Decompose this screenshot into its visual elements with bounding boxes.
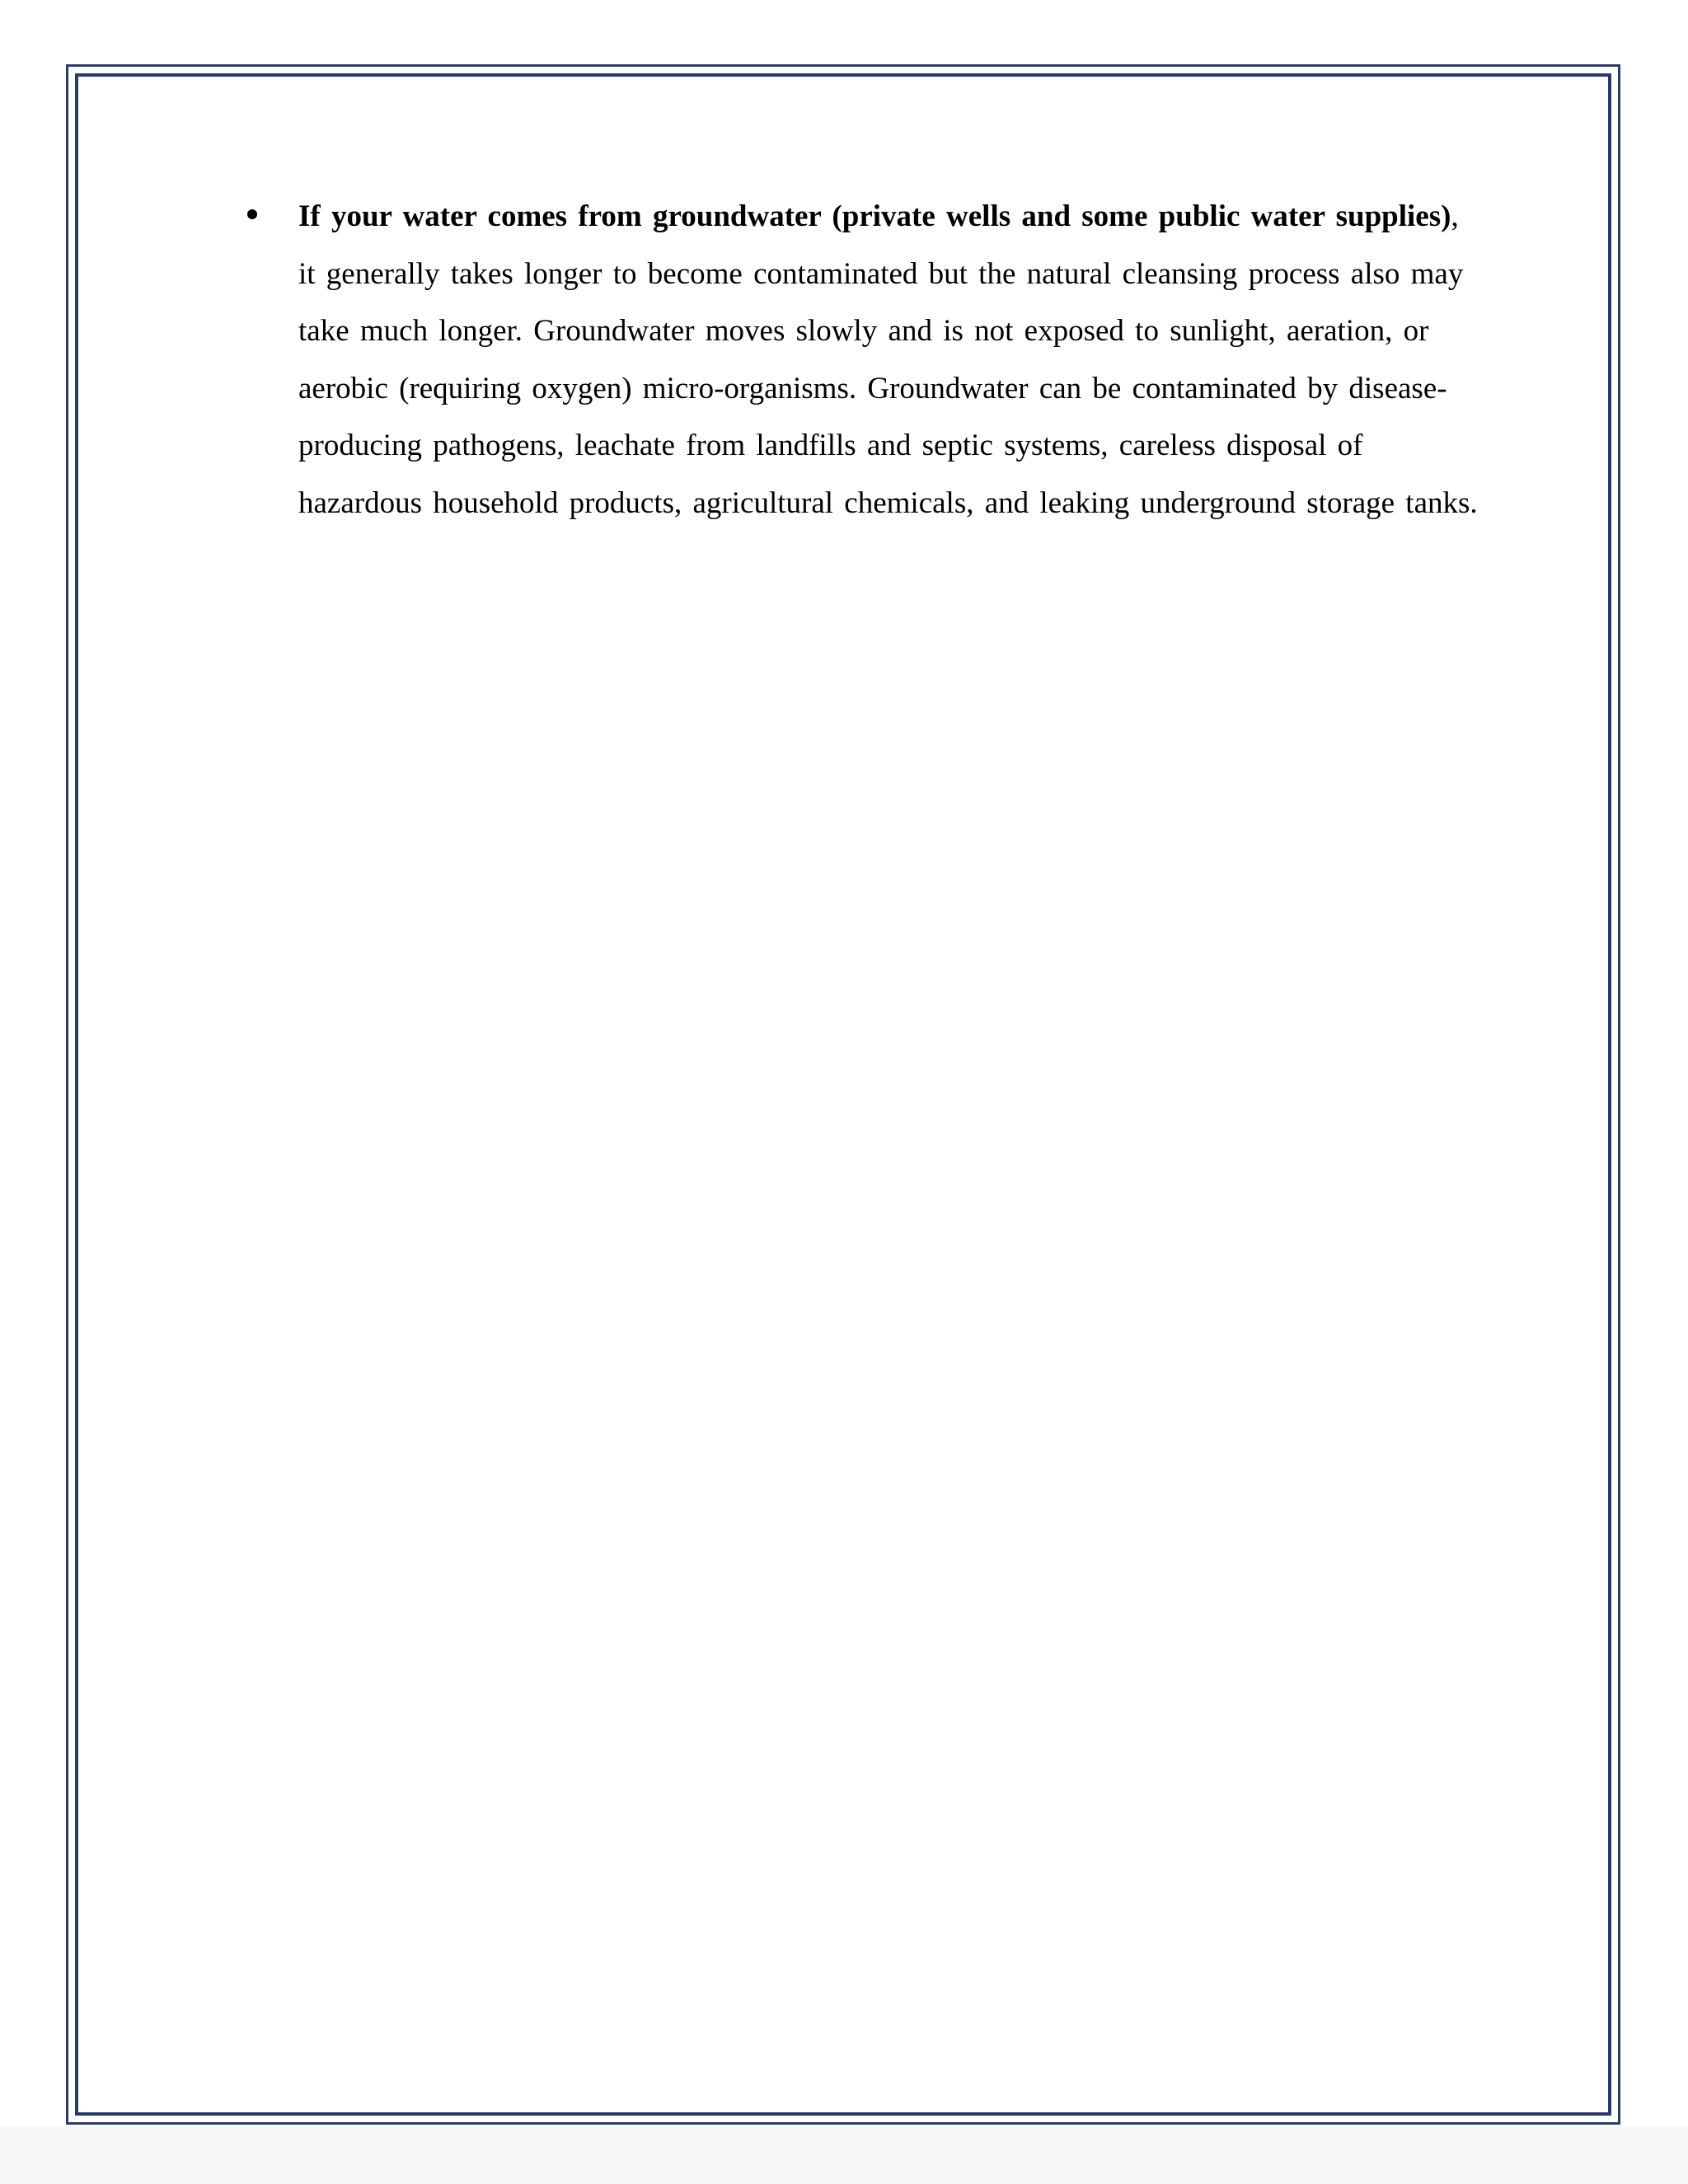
bullet-body-text: , it generally takes longer to become contaminated but the natural cleansing process also may take much longer. Groundwater moves slowly and is not exposed to sunlight, aeration, or aerobic (requiring oxygen) micro-organisms. Groundwater can be contaminated by disease-producing pathogens, leachate from landfills and septic systems, careless disposal of hazardous household products, agricultural chemicals, and leaking underground storage tanks. xyxy=(298,199,1478,520)
page-bottom-margin xyxy=(0,2126,1688,2184)
list-item xyxy=(298,188,1485,532)
bullet-list xyxy=(298,188,1485,532)
bullet-bold-lead: If your water comes from groundwater (private wells and some public water supplies) xyxy=(298,199,1451,233)
bullet-icon xyxy=(247,209,257,219)
bullet-paragraph xyxy=(298,188,1485,532)
